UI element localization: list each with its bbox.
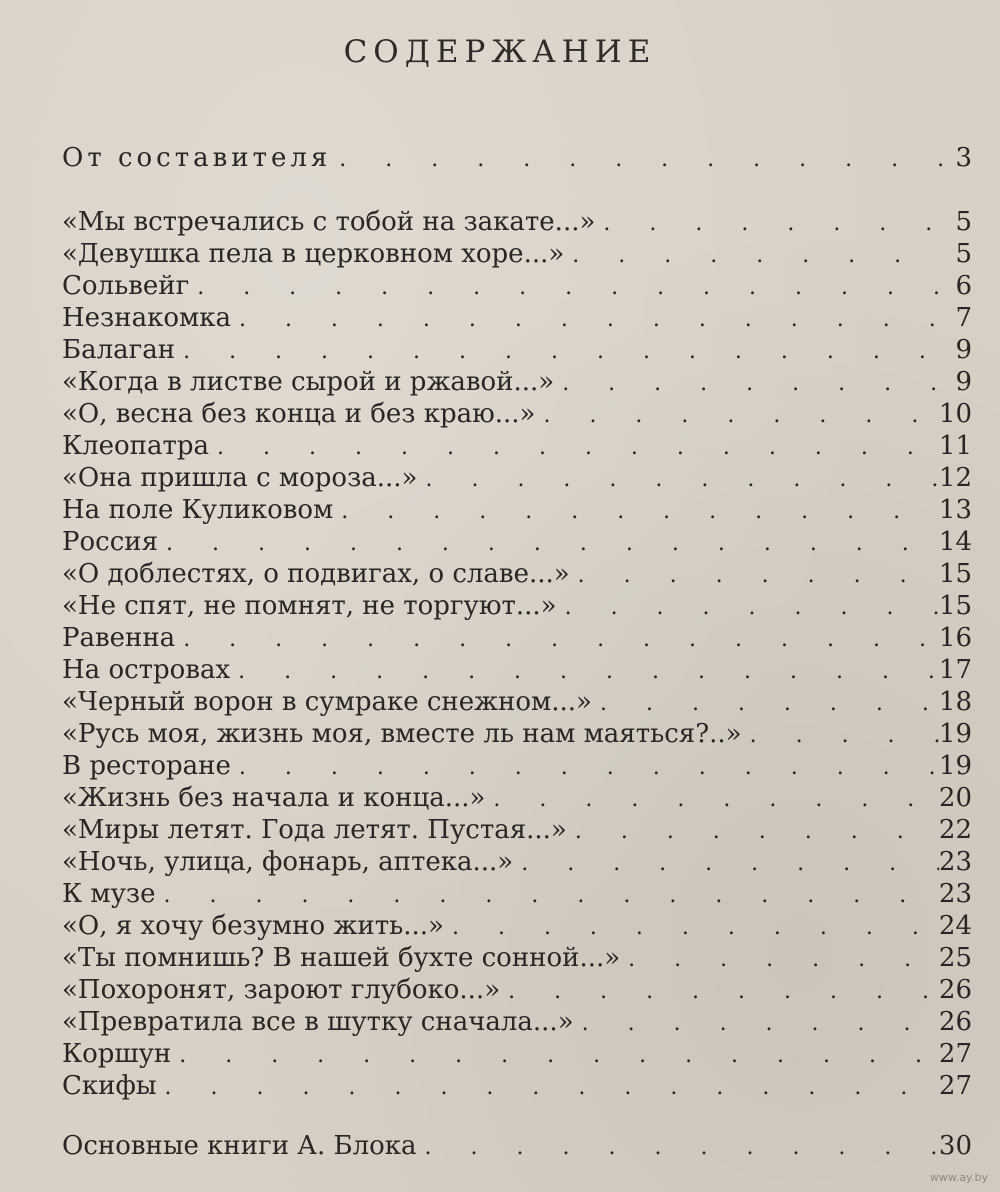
toc-entry-page: 11	[938, 431, 972, 461]
dot-leader	[562, 368, 942, 400]
toc-entry	[62, 430, 972, 462]
dot-leader	[166, 528, 939, 560]
toc-entry-page: 18	[938, 687, 972, 717]
toc-entry-label: «О, весна без конца и без краю...»	[62, 399, 536, 429]
toc-entry-label: На островах	[62, 655, 231, 685]
toc-entry-page: 19	[938, 751, 972, 781]
toc-entry-page: 15	[938, 591, 972, 621]
toc-entry-label: К музе	[62, 879, 156, 909]
toc-entry	[62, 590, 972, 622]
toc-entry	[62, 1038, 972, 1070]
dot-leader	[582, 1008, 939, 1040]
toc-entry-page: 15	[938, 559, 972, 589]
toc-entry-label: Клеопатра	[62, 431, 210, 461]
dot-leader	[578, 560, 939, 592]
toc-entry-label: В ресторане	[62, 751, 231, 781]
toc-entry-label: Скифы	[62, 1071, 157, 1101]
dot-leader	[493, 784, 938, 816]
toc-entry	[62, 302, 972, 334]
toc-entry-label: «Мы встречались с тобой на закате...»	[62, 207, 596, 237]
toc-entry-label: Основные книги А. Блока	[62, 1131, 417, 1161]
dot-leader	[508, 976, 939, 1008]
toc-entry-label: Сольвейг	[62, 271, 190, 301]
toc-entry	[62, 398, 972, 430]
toc-entry-page: 27	[938, 1039, 972, 1069]
toc-entry	[62, 1070, 972, 1102]
dot-leader	[572, 240, 942, 272]
dot-leader	[165, 1072, 939, 1104]
toc-entry-page: 24	[938, 911, 972, 941]
dot-leader	[575, 816, 939, 848]
toc-entry	[62, 462, 972, 494]
dot-leader	[163, 880, 938, 912]
toc-entry-page: 14	[938, 527, 972, 557]
dot-leader	[425, 1132, 939, 1164]
toc-entry-label: «Ночь, улица, фонарь, аптека...»	[62, 847, 514, 877]
dot-leader	[183, 624, 939, 656]
toc-entry	[62, 494, 972, 526]
toc-entry-label: На поле Куликовом	[62, 495, 334, 525]
toc-entry-page: 19	[938, 719, 972, 749]
toc-entry-label: Балаган	[62, 335, 176, 365]
toc-entry-label: Равенна	[62, 623, 176, 653]
toc-entry-page: 22	[938, 815, 972, 845]
toc-entry-label: Коршун	[62, 1039, 172, 1069]
toc-entry	[62, 622, 972, 654]
toc-entry-page: 5	[955, 207, 972, 237]
toc-entry-page: 25	[938, 943, 972, 973]
toc-entry	[62, 654, 972, 686]
dot-leader	[628, 944, 939, 976]
watermark: www.ay.by	[929, 1171, 988, 1184]
toc-entry-label: «Похоронят, зароют глубоко...»	[62, 975, 501, 1005]
dot-leader	[425, 464, 938, 496]
dot-leader	[565, 592, 939, 624]
toc-entry	[62, 974, 972, 1006]
toc-entry-label: «Русь моя, жизнь моя, вместе ль нам маяться?..»	[62, 719, 742, 749]
toc-entry-label: «Когда в листве сырой и ржавой...»	[62, 367, 555, 397]
toc-entry	[62, 782, 972, 814]
dot-leader	[238, 656, 939, 688]
dot-leader	[339, 144, 942, 176]
toc-entry	[62, 1006, 972, 1038]
toc-entry-page: 13	[938, 495, 972, 525]
toc-entry-page: 30	[938, 1131, 972, 1161]
toc-entry-page: 20	[938, 783, 972, 813]
toc-entry-label: «Ты помнишь? В нашей бухте сонной...»	[62, 943, 621, 973]
toc-entry-page: 16	[938, 623, 972, 653]
dot-leader	[183, 336, 942, 368]
toc-entry-page: 3	[955, 143, 972, 173]
toc-entry	[62, 942, 972, 974]
toc-entry	[62, 718, 972, 750]
page-title: СОДЕРЖАНИЕ	[343, 34, 657, 70]
dot-leader	[197, 272, 942, 304]
toc-entry	[62, 206, 972, 238]
toc-entry-label: «О, я хочу безумно жить...»	[62, 911, 444, 941]
toc-entry	[62, 878, 972, 910]
toc-entry-page: 9	[955, 335, 972, 365]
toc-entry-label: «Черный ворон в сумраке снежном...»	[62, 687, 592, 717]
toc-entry-label: «О доблестях, о подвигах, о славе...»	[62, 559, 570, 589]
dot-leader	[543, 400, 938, 432]
dot-leader	[217, 432, 939, 464]
dot-leader	[452, 912, 939, 944]
dot-leader	[179, 1040, 939, 1072]
dot-leader	[521, 848, 939, 880]
toc-entry	[62, 270, 972, 302]
toc-entry-page: 6	[955, 271, 972, 301]
toc-entry-page: 9	[955, 367, 972, 397]
toc-entry-page: 5	[955, 239, 972, 269]
toc-entry	[62, 846, 972, 878]
toc-entry-page: 26	[938, 1007, 972, 1037]
toc-entry-page: 12	[938, 463, 972, 493]
toc-entry-label: Незнакомка	[62, 303, 231, 333]
toc-entry	[62, 142, 972, 174]
dot-leader	[341, 496, 939, 528]
toc-entry-label: Россия	[62, 527, 159, 557]
toc-entry-page: 26	[938, 975, 972, 1005]
dot-leader	[750, 720, 939, 752]
toc-entry-page: 23	[938, 847, 972, 877]
toc-entry-label: «Жизнь без начала и конца...»	[62, 783, 486, 813]
dot-leader	[603, 208, 942, 240]
dot-leader	[600, 688, 939, 720]
toc-entry-label: «Она пришла с мороза...»	[62, 463, 418, 493]
toc-entry-label: «Превратила все в шутку сначала...»	[62, 1007, 574, 1037]
toc-entry-page: 27	[938, 1071, 972, 1101]
toc-entry-label: «Миры летят. Года летят. Пустая...»	[62, 815, 567, 845]
dot-leader	[239, 752, 939, 784]
toc-entry	[62, 238, 972, 270]
toc-entry	[62, 814, 972, 846]
dot-leader	[239, 304, 942, 336]
table-of-contents	[62, 0, 972, 1192]
toc-entry-label: От составителя	[62, 143, 332, 173]
toc-entry-page: 10	[938, 399, 972, 429]
toc-entry-page: 23	[938, 879, 972, 909]
toc-entry-page: 17	[938, 655, 972, 685]
toc-entry	[62, 910, 972, 942]
toc-entry	[62, 366, 972, 398]
toc-entry-label: «Не спят, не помнят, не торгуют...»	[62, 591, 557, 621]
toc-entry	[62, 526, 972, 558]
toc-entry	[62, 558, 972, 590]
toc-entry	[62, 1130, 972, 1162]
toc-entry-label: «Девушка пела в церковном хоре...»	[62, 239, 565, 269]
toc-entry	[62, 334, 972, 366]
toc-entry	[62, 750, 972, 782]
toc-entry	[62, 686, 972, 718]
toc-entry-page: 7	[955, 303, 972, 333]
